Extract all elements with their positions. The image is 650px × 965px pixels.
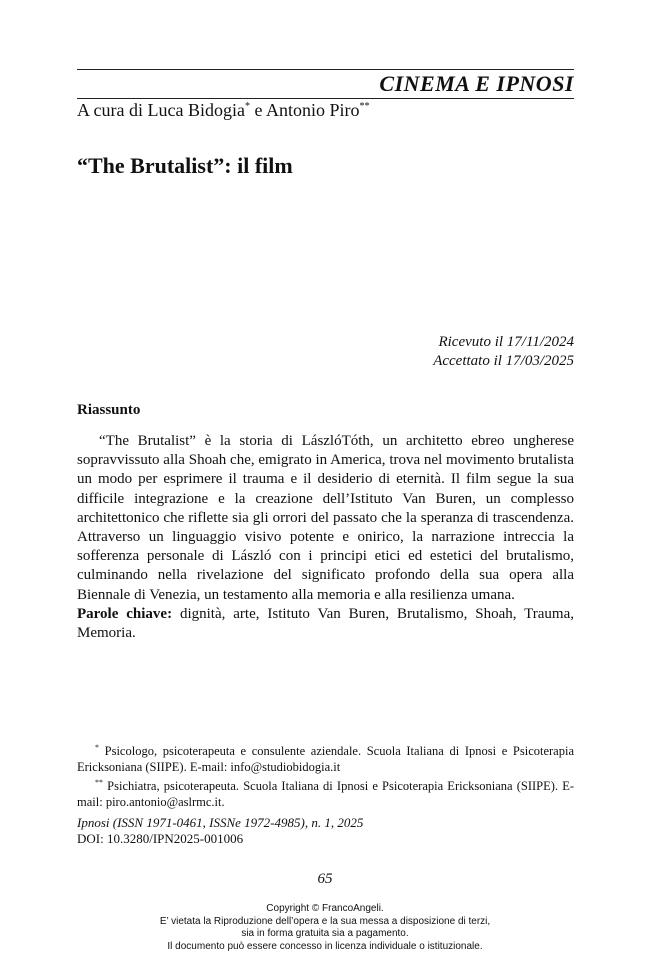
keywords-label: Parole chiave: xyxy=(77,606,173,622)
footnote-2-text: Psichiatra, psicoterapeuta. Scuola Italiana di Ipnosi e Psicoterapia Ericksoniana (SIIPE). E-mail: piro.antonio@aslrmc.it. xyxy=(77,779,574,809)
footnote-1 xyxy=(77,740,574,775)
copyright-line-4: Il documento può essere concesso in licenza individuale o istituzionale. xyxy=(167,940,483,952)
editors-join: e Antonio Piro xyxy=(249,100,360,120)
journal-doi: DOI: 10.3280/IPN2025-001006 xyxy=(77,831,244,846)
top-rule xyxy=(77,69,574,70)
keywords-text: dignità, arte, Istituto Van Buren, Brutalismo, Shoah, Trauma, Memoria. xyxy=(77,606,574,642)
copyright-line-3: sia in forma gratuita sia a pagamento. xyxy=(241,928,409,939)
submission-dates xyxy=(433,333,574,371)
received-date: Ricevuto il 17/11/2024 xyxy=(438,334,574,350)
footnote-1-text: Psicologo, psicoterapeuta e consulente aziendale. Scuola Italiana di Ipnosi e Psicoterapia Ericksoniana (SIIPE). E-mail: info@studiobidogia.it xyxy=(77,744,574,774)
footnotes xyxy=(77,740,574,810)
editor1-footnote-mark: * xyxy=(244,101,250,112)
page-number: 65 xyxy=(317,871,333,887)
footnote-1-mark: * xyxy=(95,743,99,752)
section-rule xyxy=(77,98,574,99)
accepted-date: Accettato il 17/03/2025 xyxy=(433,353,574,369)
journal-citation: Ipnosi (ISSN 1971-0461, ISSNe 1972-4985), n. 1, 2025 xyxy=(77,815,364,830)
keywords xyxy=(77,605,574,643)
journal-info xyxy=(77,815,363,847)
footnote-2 xyxy=(77,775,574,810)
editors-line xyxy=(77,100,369,121)
article-title: “The Brutalist”: il film xyxy=(77,153,293,178)
section-title: CINEMA E IPNOSI xyxy=(379,71,574,96)
copyright-notice xyxy=(0,903,650,953)
footnote-2-mark: ** xyxy=(95,778,103,788)
copyright-line-2: E’ vietata la Riproduzione dell’opera e la sua messa a disposizione di terzi, xyxy=(159,915,491,927)
editors-prefix: A cura di Luca Bidogia xyxy=(77,100,245,120)
editor2-footnote-mark: ** xyxy=(359,101,370,112)
abstract-text: “The Brutalist” è la storia di LászlóTóth, un architetto ebreo ungherese sopravvissuto alla Shoah che, emigrato in America, trova nel movimento brutalista un modo per esprimere il trauma e il desiderio di eternità. Il film segue la sua difficile integrazione e la creazione dell’Istituto Van Buren, un complesso architettonico che riflette sia gli orrori del passato che la speranza di trascendenza. Attraverso un linguaggio visivo potente e onirico, la narrazione intreccia la sofferenza personale di László con i principi etici ed estetici del brutalismo, culminando nella rivelazione del significato profondo della sua opera alla Biennale di Venezia, un testamento alla memoria e alla resilienza umana. xyxy=(77,433,574,603)
abstract-heading: Riassunto xyxy=(77,402,141,418)
copyright-line-1: Copyright © FrancoAngeli. xyxy=(266,903,384,914)
